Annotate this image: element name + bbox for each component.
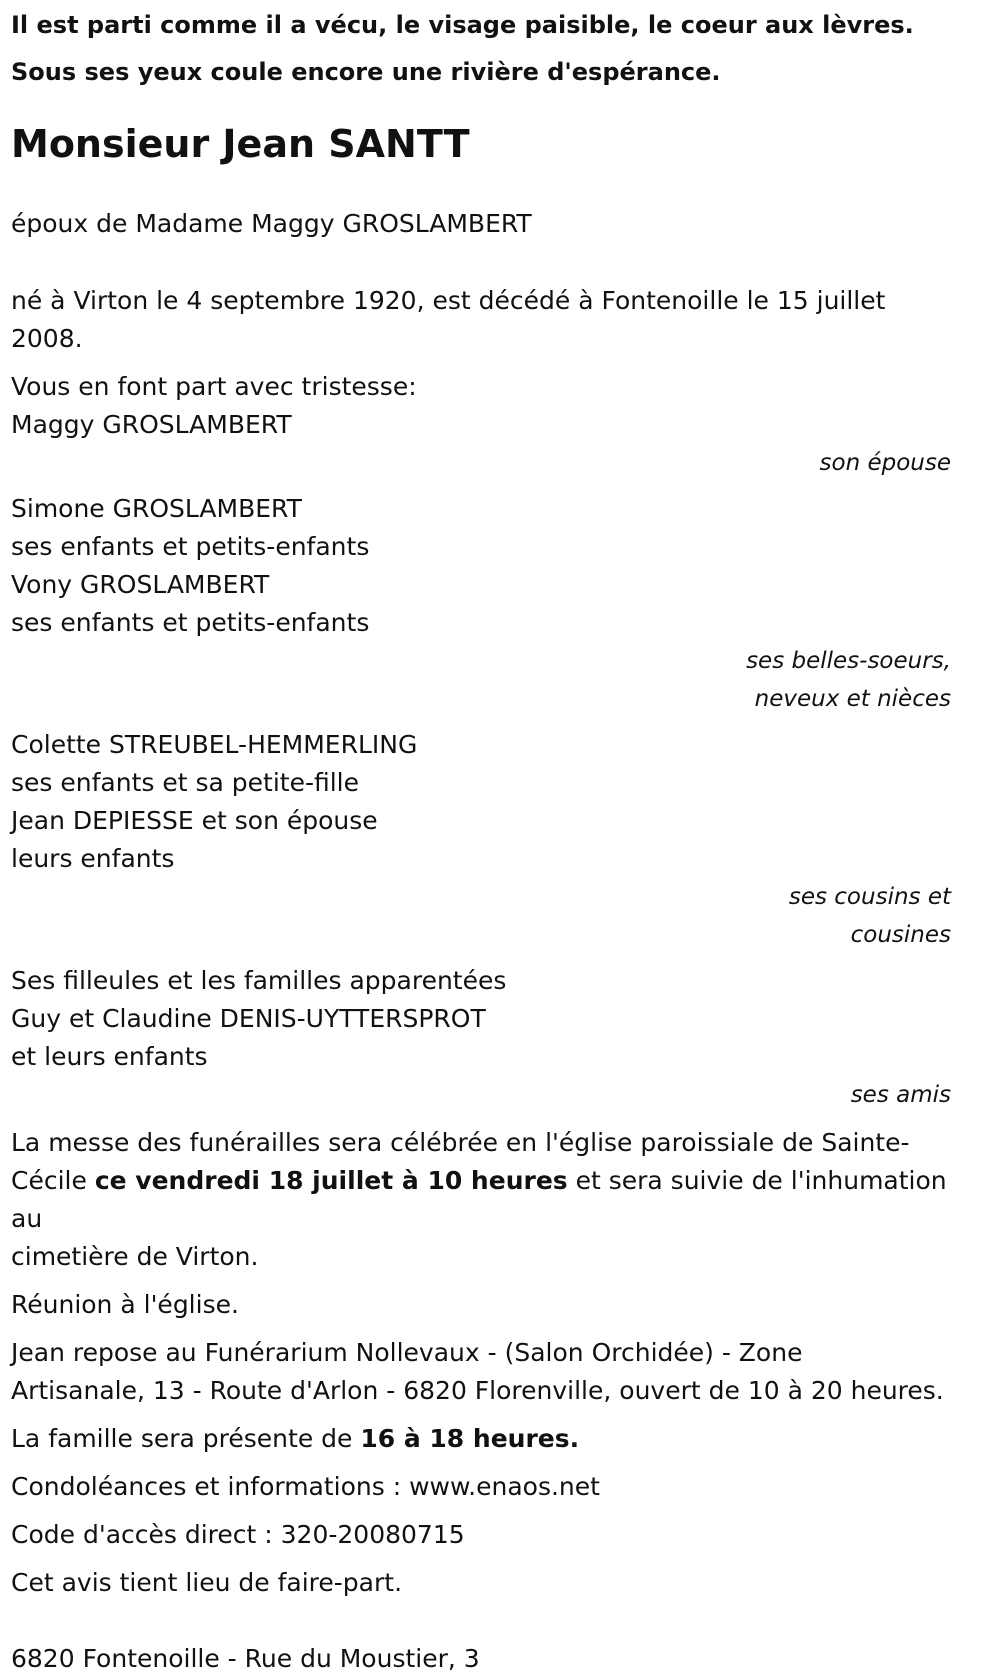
deceased-name: Monsieur Jean SANTT [11, 122, 470, 166]
mass-text: Cécile [11, 1166, 95, 1195]
family-presence-hours: 16 à 18 heures. [360, 1424, 580, 1453]
relation-label: ses amis [850, 1082, 951, 1108]
access-code-line: Code d'accès direct : 320-20080715 [11, 1520, 465, 1549]
spouse-line: époux de Madame Maggy GROSLAMBERT [11, 209, 532, 238]
mass-date: ce vendredi 18 juillet à 10 heures [94, 1166, 568, 1195]
quote-line-1: Il est parti comme il a vécu, le visage paisible, le coeur aux lèvres. [11, 11, 914, 39]
rest-line-1: Jean repose au Funérarium Nollevaux - (Salon Orchidée) - Zone [11, 1338, 803, 1367]
relation-label: neveux et nièces [754, 686, 951, 712]
family-line: leurs enfants [11, 844, 175, 873]
mass-line-1: La messe des funérailles sera célébrée en l'église paroissiale de Sainte- [11, 1128, 910, 1157]
family-group-4 [11, 962, 951, 1114]
family-name: Maggy GROSLAMBERT [11, 410, 292, 439]
funeral-mass-block [11, 1124, 951, 1276]
quote-line-2: Sous ses yeux coule encore une rivière d'espérance. [11, 58, 721, 86]
family-presence-line [11, 1420, 951, 1458]
mass-text: et sera suivie de l'inhumation au [11, 1166, 947, 1233]
rest-block [11, 1334, 951, 1410]
family-name: Vony GROSLAMBERT [11, 570, 270, 599]
birth-death-line-2: 2008. [11, 324, 83, 353]
announcement-intro: Vous en font part avec tristesse: [11, 372, 417, 401]
family-line: ses enfants et petits-enfants [11, 532, 370, 561]
family-name: Jean DEPIESSE et son épouse [11, 806, 378, 835]
condolences-line: Condoléances et informations : www.enaos.net [11, 1472, 600, 1501]
relation-label: ses cousins et [788, 884, 951, 910]
relation-label: son épouse [819, 450, 951, 476]
family-name: Simone GROSLAMBERT [11, 494, 302, 523]
family-presence-text: La famille sera présente de [11, 1424, 361, 1453]
rest-line-2: Artisanale, 13 - Route d'Arlon - 6820 Florenville, ouvert de 10 à 20 heures. [11, 1376, 944, 1405]
family-group-2 [11, 490, 951, 718]
family-line: Ses filleules et les familles apparentées [11, 966, 507, 995]
relation-label: cousines [850, 922, 951, 948]
address-line: 6820 Fontenoille - Rue du Moustier, 3 [11, 1644, 480, 1673]
meeting-line: Réunion à l'église. [11, 1290, 239, 1319]
relation-label: ses belles-soeurs, [746, 648, 951, 674]
family-line: ses enfants et sa petite-fille [11, 768, 359, 797]
family-name: Colette STREUBEL-HEMMERLING [11, 730, 418, 759]
family-name: Guy et Claudine DENIS-UYTTERSPROT [11, 1004, 486, 1033]
family-line: ses enfants et petits-enfants [11, 608, 370, 637]
family-line: et leurs enfants [11, 1042, 208, 1071]
mass-line-2 [11, 1162, 951, 1238]
birth-death-line-1: né à Virton le 4 septembre 1920, est décédé à Fontenoille le 15 juillet [11, 286, 886, 315]
notice-line: Cet avis tient lieu de faire-part. [11, 1568, 403, 1597]
birth-death-block [11, 282, 951, 358]
family-group-1 [11, 406, 951, 482]
mass-line-3: cimetière de Virton. [11, 1242, 259, 1271]
family-group-3 [11, 726, 951, 954]
